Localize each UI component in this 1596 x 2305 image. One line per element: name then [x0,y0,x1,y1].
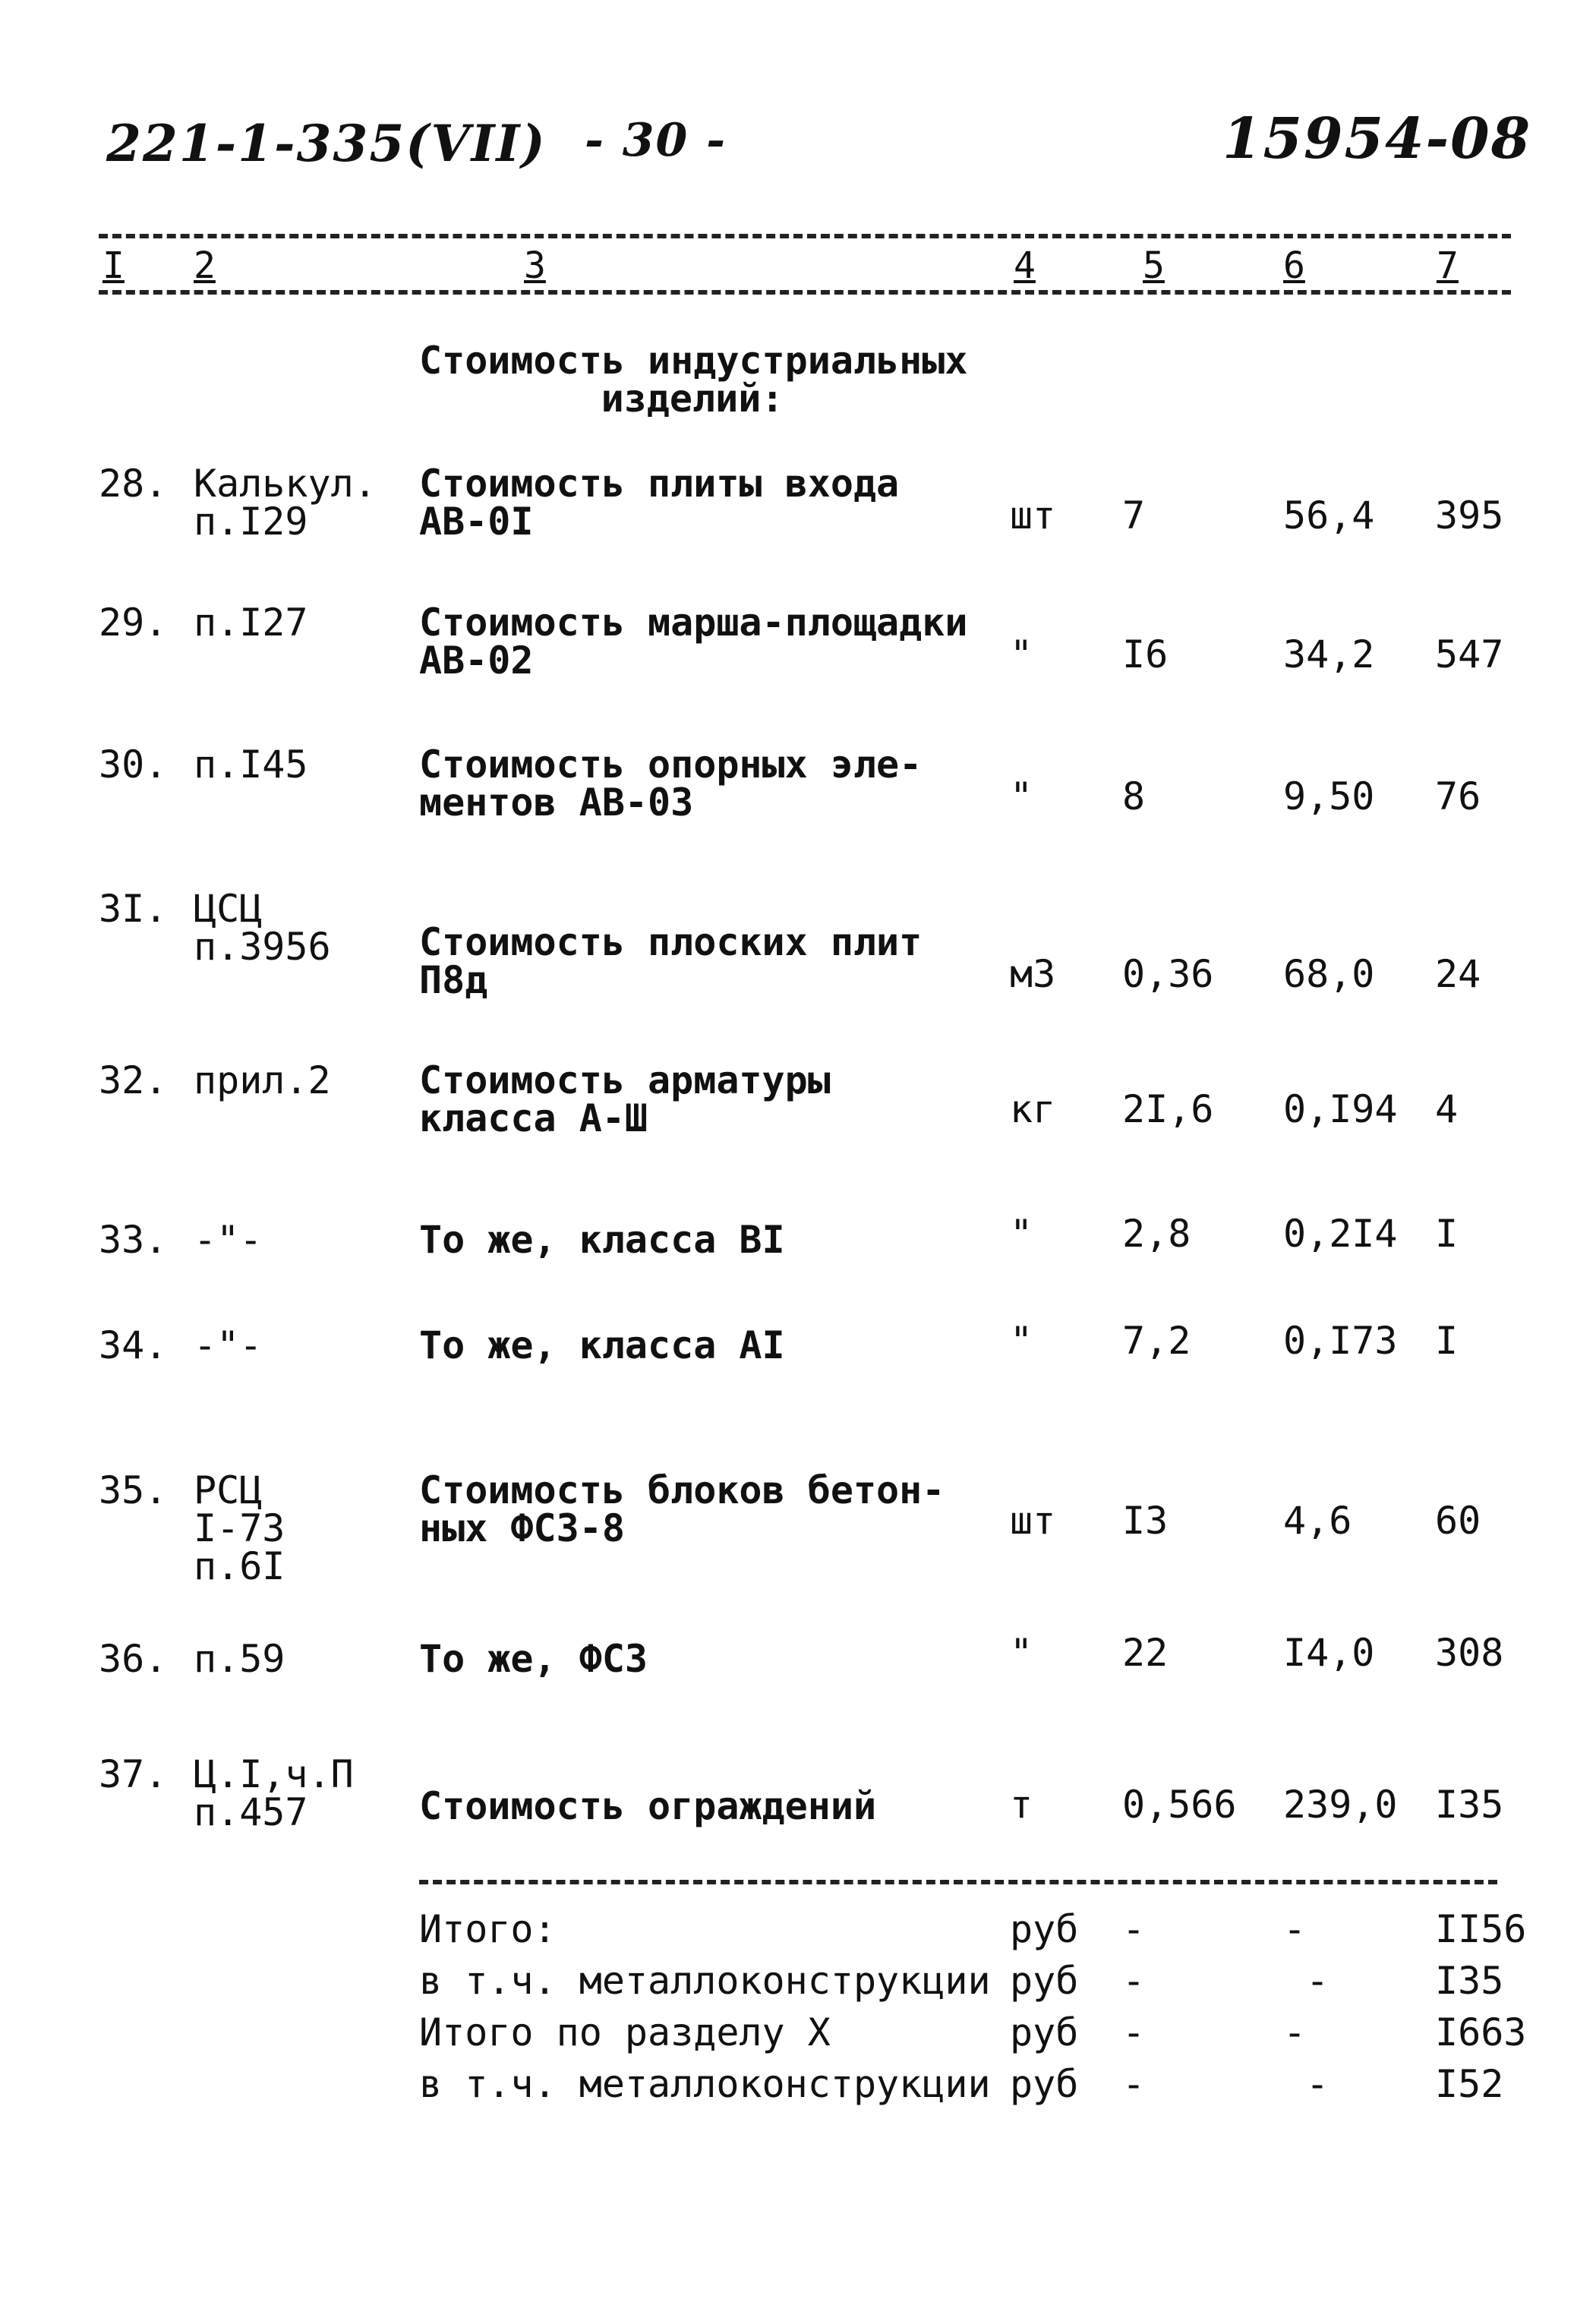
totals-cost: I35 [1435,1959,1504,2003]
totals-cost: I663 [1435,2010,1527,2054]
header-bottom-rule [99,290,1511,295]
row-number: 28. [99,462,168,506]
row-quantity: 7,2 [1122,1319,1191,1363]
row-cost: 395 [1435,493,1504,538]
row-name: Стоимость блоков бетон- ных ФС3-8 [419,1468,945,1550]
row-cost: 60 [1435,1499,1481,1543]
totals-cost: II56 [1435,1907,1527,1951]
totals-row [0,1959,1596,2003]
row-cost: 308 [1435,1631,1504,1675]
row-unit: шт [1010,493,1056,538]
row-name: Стоимость опорных эле- ментов АВ-03 [419,743,923,825]
row-number: 34. [99,1323,168,1367]
row-name: Стоимость марша-площадки АВ-02 [419,601,968,683]
page-number: - 30 - [585,114,727,167]
column-header-2: 2 [194,244,216,287]
totals-row [0,2010,1596,2054]
row-quantity: 2,8 [1122,1212,1191,1256]
row-quantity: 8 [1122,774,1146,818]
column-header-6: 6 [1283,244,1305,287]
row-source: Ц.I,ч.П п.457 [194,1752,354,1834]
row-quantity: 0,566 [1122,1783,1237,1827]
row-price: 9,50 [1283,774,1375,818]
row-unit: шт [1010,1499,1056,1543]
row-unit: кг [1010,1087,1056,1131]
table-row [0,1319,1596,1367]
header-top-rule [99,234,1511,238]
totals-unit: руб [1010,2010,1079,2054]
row-quantity: 2I,6 [1122,1087,1214,1131]
row-cost: I35 [1435,1783,1504,1827]
row-source: п.I27 [194,601,308,645]
row-unit: " [1010,1319,1033,1363]
row-quantity: 7 [1122,493,1146,538]
row-price: 0,2I4 [1283,1212,1398,1256]
row-number: 36. [99,1637,168,1681]
row-price: 68,0 [1283,952,1375,996]
row-name: То же, класса ВI [419,1218,785,1262]
column-header-5: 5 [1143,244,1165,287]
row-unit: " [1010,1212,1033,1256]
row-number: 30. [99,743,168,787]
totals-unit: руб [1010,2062,1079,2106]
row-number: 3I. [99,887,168,931]
column-header-1: I [103,244,125,287]
row-cost: I [1435,1212,1459,1256]
row-unit: " [1010,632,1033,676]
totals-price: - [1306,2062,1329,2106]
totals-price: - [1306,1959,1329,2003]
inventory-number: 15954-08 [1222,106,1532,172]
totals-quantity: - [1122,1959,1146,2003]
table-row [0,1752,1596,1834]
column-header-3: 3 [524,244,546,287]
row-price: I4,0 [1283,1631,1375,1675]
row-cost: 24 [1435,952,1481,996]
row-source: -"- [194,1218,263,1262]
row-name: Стоимость арматуры класса А-Ш [419,1058,831,1140]
totals-unit: руб [1010,1959,1079,2003]
totals-quantity: - [1122,1907,1146,1951]
table-row [0,1468,1596,1588]
row-price: 56,4 [1283,493,1375,538]
row-source: -"- [194,1323,263,1367]
row-name: Стоимость ограждений [419,1784,877,1828]
row-cost: 76 [1435,774,1481,818]
row-unit: м3 [1010,952,1056,996]
row-price: 0,I94 [1283,1087,1398,1131]
row-number: 32. [99,1058,168,1102]
document-code: 221-1-335(VII) [106,114,547,173]
row-name: Стоимость плоских плит П8д [419,920,923,1002]
totals-separator-rule [419,1880,1497,1884]
row-source: п.59 [194,1637,285,1681]
totals-price: - [1283,2010,1307,2054]
row-name: Стоимость плиты входа АВ-0I [419,462,900,544]
row-name: То же, класса АI [419,1323,785,1367]
row-name: То же, ФС3 [419,1637,648,1681]
row-source: п.I45 [194,743,308,787]
table-row [0,1212,1596,1262]
totals-label: Итого по разделу X [419,2010,831,2054]
totals-price: - [1283,1907,1307,1951]
totals-label: в т.ч. металлоконструкции [419,2062,991,2106]
row-quantity: 22 [1122,1631,1169,1675]
row-price: 4,6 [1283,1499,1352,1543]
totals-quantity: - [1122,2010,1146,2054]
totals-cost: I52 [1435,2062,1504,2106]
row-number: 35. [99,1468,168,1512]
row-source: РСЦ I-73 п.6I [194,1468,285,1588]
table-row [0,1058,1596,1140]
section-title: Стоимость индустриальных изделий: [419,339,968,421]
row-unit: т [1010,1783,1033,1827]
column-header-7: 7 [1437,244,1459,287]
row-unit: " [1010,774,1033,818]
row-cost: I [1435,1319,1459,1363]
row-price: 239,0 [1283,1783,1398,1827]
row-cost: 4 [1435,1087,1459,1131]
totals-quantity: - [1122,2062,1146,2106]
row-unit: " [1010,1631,1033,1675]
row-quantity: I3 [1122,1499,1169,1543]
totals-unit: руб [1010,1907,1079,1951]
row-cost: 547 [1435,632,1504,676]
totals-row [0,1907,1596,1951]
row-number: 37. [99,1752,168,1796]
table-row [0,887,1596,1002]
row-quantity: I6 [1122,632,1169,676]
totals-label: Итого: [419,1907,557,1951]
row-number: 33. [99,1218,168,1262]
row-source: прил.2 [194,1058,331,1102]
row-source: ЦСЦ п.3956 [194,887,331,969]
row-quantity: 0,36 [1122,952,1214,996]
totals-label: в т.ч. металлоконструкции [419,1959,991,2003]
totals-row [0,2062,1596,2106]
row-price: 0,I73 [1283,1319,1398,1363]
column-header-4: 4 [1014,244,1036,287]
row-source: Калькул. п.I29 [194,462,377,544]
row-number: 29. [99,601,168,645]
table-row [0,1631,1596,1681]
row-price: 34,2 [1283,632,1375,676]
